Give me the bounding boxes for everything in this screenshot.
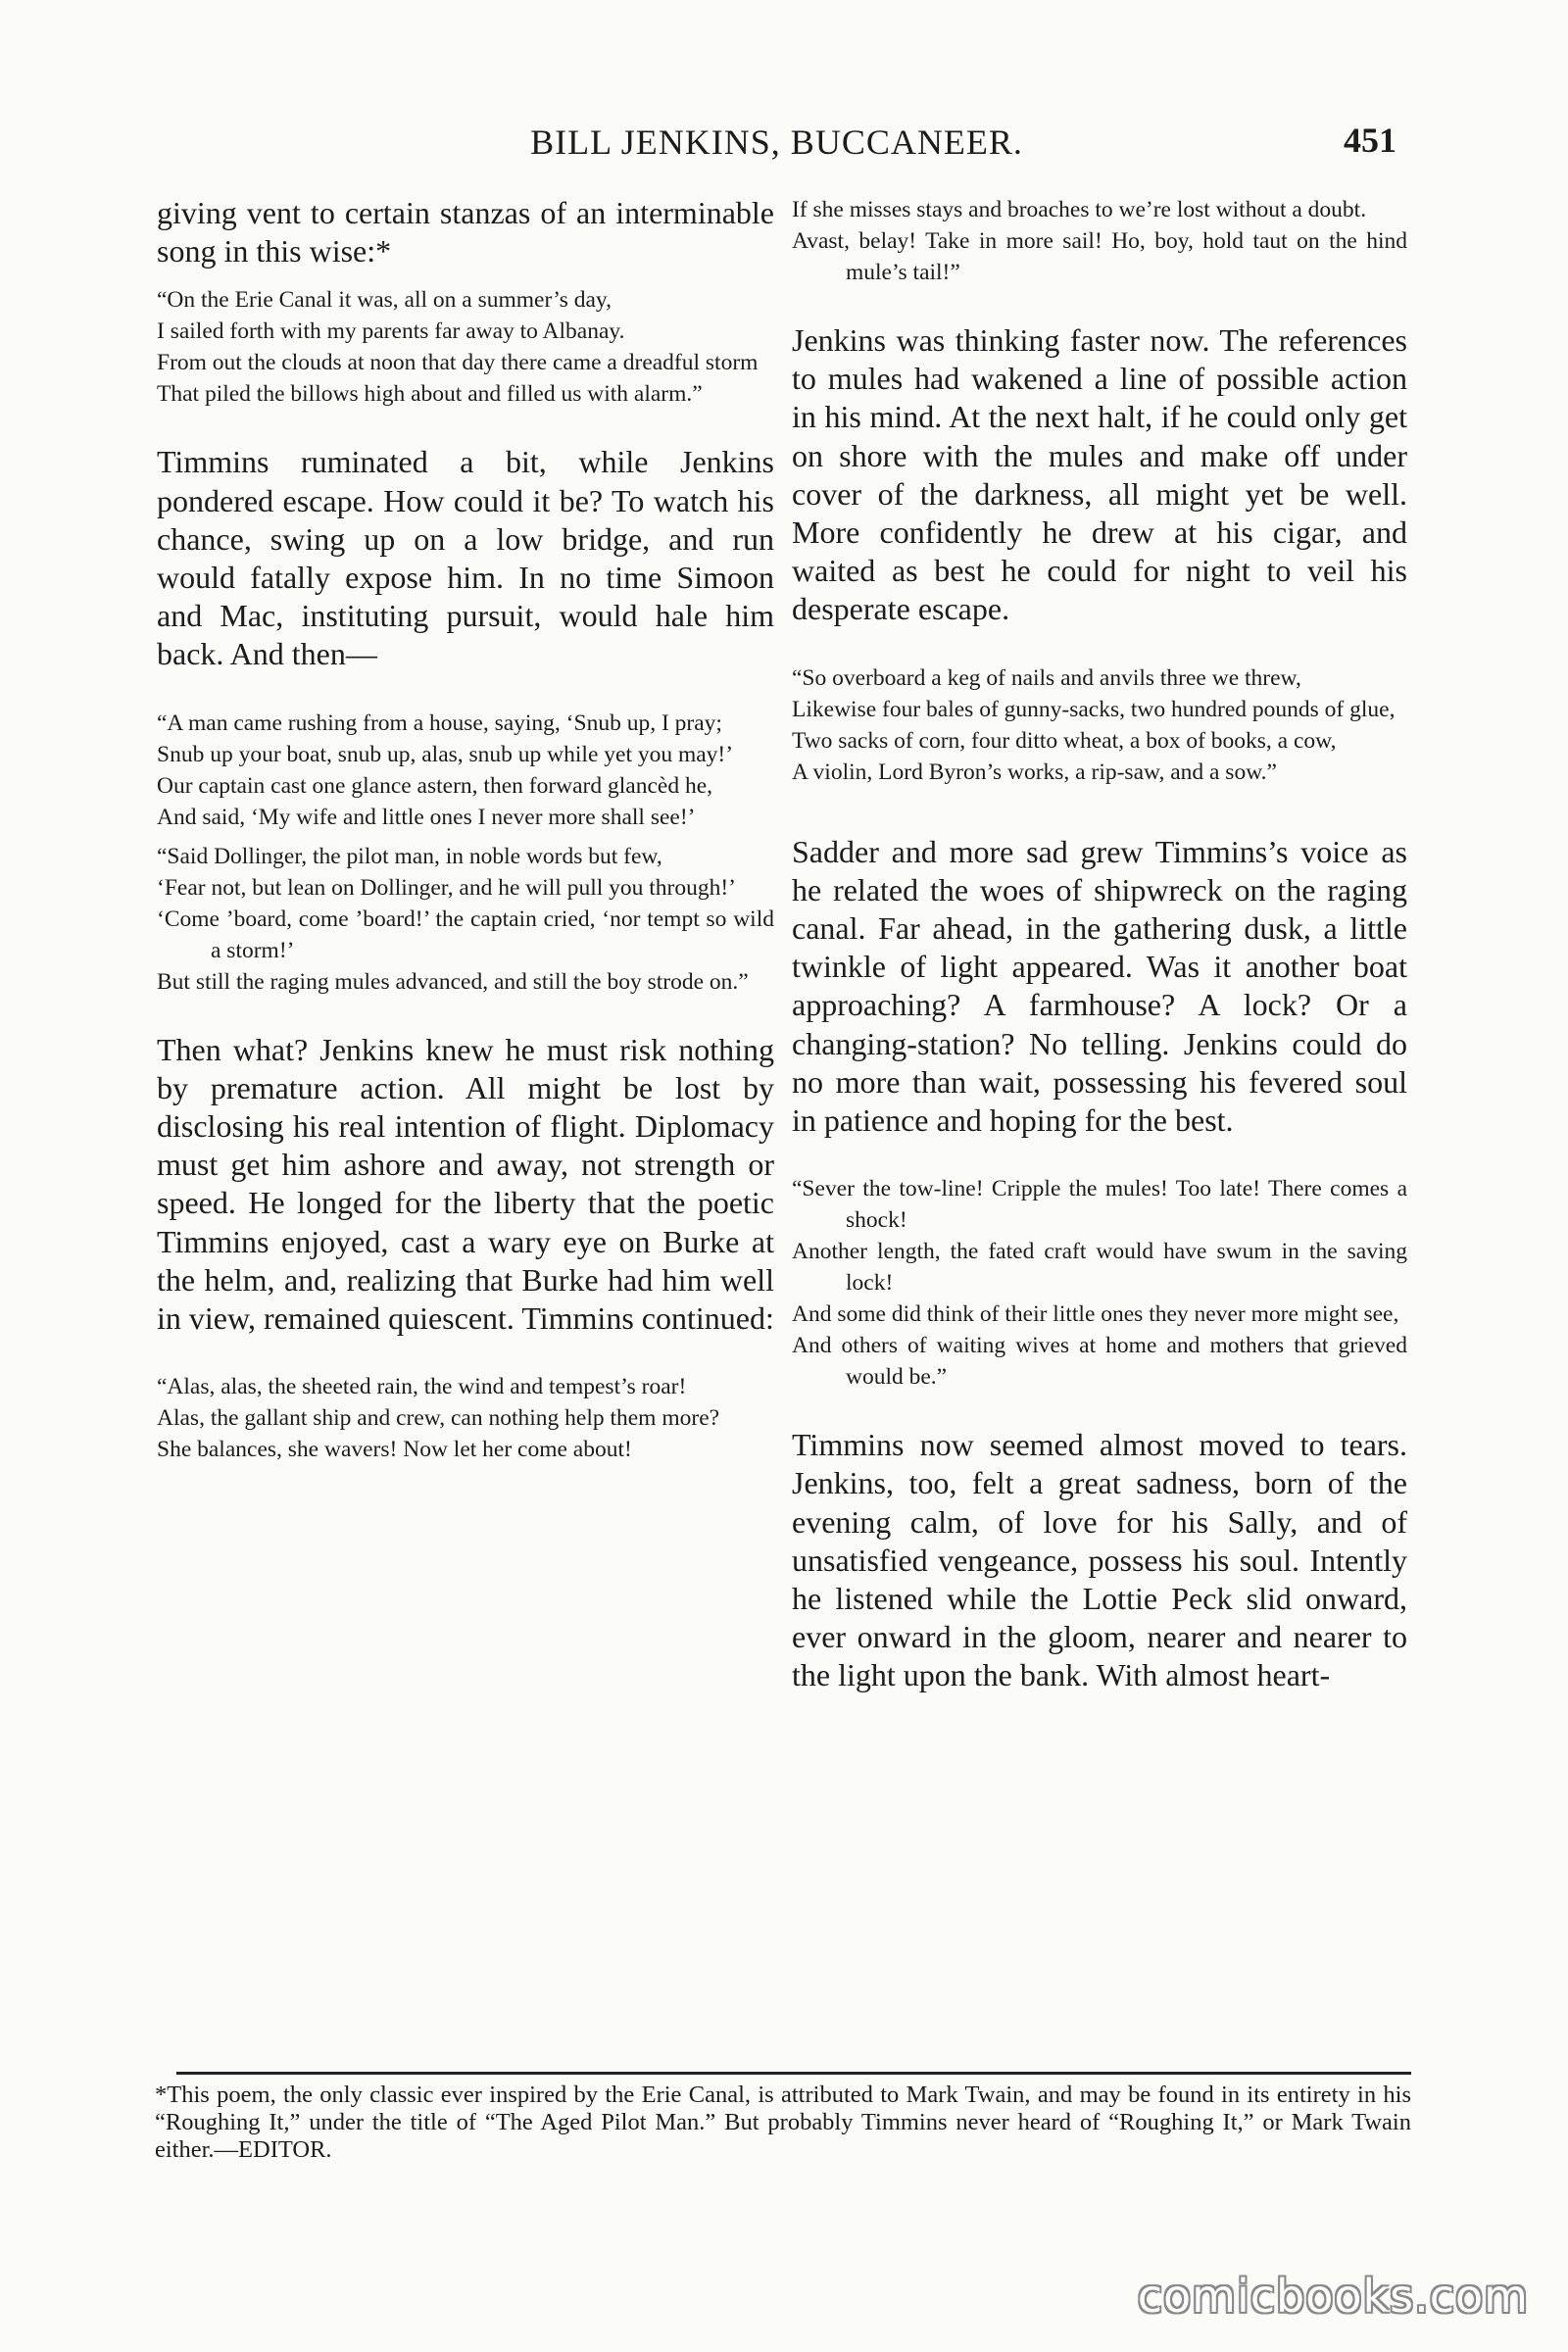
verse-line: Another length, the fated craft would have swum in the saving lock!: [792, 1239, 1407, 1297]
footnote-divider: [176, 2072, 1411, 2075]
paragraph-4: Jenkins was thinking faster now. The references to mules had wakened a line of possible action in his mind. At the next halt, if he could only get on shore with the mules and make off under cover of the darkness, all might yet be well. More confidently he drew at his cigar, and waited as best he could for night to veil his desperate escape.: [792, 322, 1407, 627]
verse-stanza-4: [157, 1371, 774, 1465]
footnote: [155, 2082, 1411, 2164]
paragraph-6: Timmins now seemed almost moved to tears. Jenkins, too, felt a great sadness, born of the evening calm, of love for his Sally, and of unsatisfied vengeance, possess his soul. Intently he listened while the Lottie Peck slid onward, ever onward in the gloom, nearer and nearer to the light upon the bank. With almost heart-: [792, 1427, 1407, 1693]
verse-line: And some did think of their little ones they never more might see,: [792, 1301, 1399, 1328]
verse-line: ‘Fear not, but lean on Dollinger, and he will pull you through!’: [157, 874, 737, 901]
footnote-text: *This poem, the only classic ever inspired by the Erie Canal, is attributed to Mark Twain, and may be found in its entirety in his “Roughing It,” under the title of “The Aged Pilot Man.” But probably Timmins never heard of “Roughing It,” or Mark Twain either.—EDITOR.: [155, 2082, 1411, 2163]
running-title: BILL JENKINS, BUCCANEER.: [530, 122, 1023, 162]
verse-line: But still the raging mules advanced, and still the boy strode on.”: [157, 968, 749, 995]
verse-stanza-3: [157, 841, 774, 998]
verse-stanza-7: [792, 1173, 1407, 1393]
verse-line: “So overboard a keg of nails and anvils three we threw,: [792, 664, 1301, 691]
left-column: [157, 194, 774, 1465]
verse-stanza-5: [792, 194, 1407, 288]
verse-line: Snub up your boat, snub up, alas, snub up while yet you may!’: [157, 741, 734, 767]
verse-line: Alas, the gallant ship and crew, can nothing help them more?: [157, 1405, 720, 1432]
verse-line: That piled the billows high about and filled us with alarm.”: [157, 381, 703, 408]
right-column: [792, 194, 1407, 1695]
page-number: 451: [1344, 121, 1396, 160]
verse-stanza-1: [157, 284, 774, 410]
paragraph-1: giving vent to certain stanzas of an interminable song in this wise:*: [157, 195, 774, 270]
verse-stanza-2: [157, 708, 774, 833]
paragraph-3: Then what? Jenkins knew he must risk nothing by premature action. All might be lost by disclosing his real intention of flight. Diplomacy must get him ashore and away, not strength or speed. He longed for the liberty that the poetic Timmins enjoyed, cast a wary eye on Burke at the helm, and, realizing that Burke had him well in view, remained quiescent. Timmins continued:: [157, 1031, 774, 1337]
verse-stanza-6: [792, 662, 1407, 788]
verse-line: “Alas, alas, the sheeted rain, the wind and tempest’s roar!: [157, 1374, 687, 1400]
verse-line: “On the Erie Canal it was, all on a summer’s day,: [157, 287, 612, 314]
verse-line: A violin, Lord Byron’s works, a rip-saw, and a sow.”: [792, 759, 1277, 785]
verse-line: “Said Dollinger, the pilot man, in noble words but few,: [157, 843, 662, 869]
verse-line: ‘Come ’board, come ’board!’ the captain cried, ‘nor tempt so wild a storm!’: [157, 906, 774, 963]
verse-line: Our captain cast one glance astern, then forward glancèd he,: [157, 772, 713, 799]
verse-line: Avast, belay! Take in more sail! Ho, boy, hold taut on the hind mule’s tail!”: [792, 228, 1407, 285]
verse-line: If she misses stays and broaches to we’re lost without a doubt.: [792, 197, 1367, 222]
paragraph-2: Timmins ruminated a bit, while Jenkins pondered escape. How could it be? To watch his chance, swing up on a low bridge, and run would fatally expose him. In no time Simoon and Mac, instituting pursuit, would hale him back. And then—: [157, 444, 774, 672]
page-header: [157, 122, 1396, 171]
verse-line: From out the clouds at noon that day there came a dreadful storm: [157, 350, 759, 376]
watermark-logo: comicbooks.com: [1137, 2270, 1529, 2323]
verse-line: And others of waiting wives at home and mothers that grieved would be.”: [792, 1333, 1407, 1391]
verse-line: “Sever the tow-line! Cripple the mules! Too late! There comes a shock!: [792, 1176, 1407, 1234]
paragraph-5: Sadder and more sad grew Timmins’s voice as he related the woes of shipwreck on the raging canal. Far ahead, in the gathering dusk, a little twinkle of light appeared. Was it another boat approaching? A farmhouse? A lock? Or a changing-station? No telling. Jenkins could do no more than wait, possessing his fevered soul in patience and hoping for the best.: [792, 833, 1407, 1139]
verse-line: “A man came rushing from a house, saying, ‘Snub up, I pray;: [157, 710, 722, 736]
verse-line: She balances, she wavers! Now let her come about!: [157, 1437, 632, 1463]
verse-line: And said, ‘My wife and little ones I never more shall see!’: [157, 804, 696, 830]
verse-line: Two sacks of corn, four ditto wheat, a box of books, a cow,: [792, 727, 1337, 754]
verse-line: Likewise four bales of gunny-sacks, two hundred pounds of glue,: [792, 696, 1396, 722]
verse-line: I sailed forth with my parents far away to Albanay.: [157, 318, 625, 345]
